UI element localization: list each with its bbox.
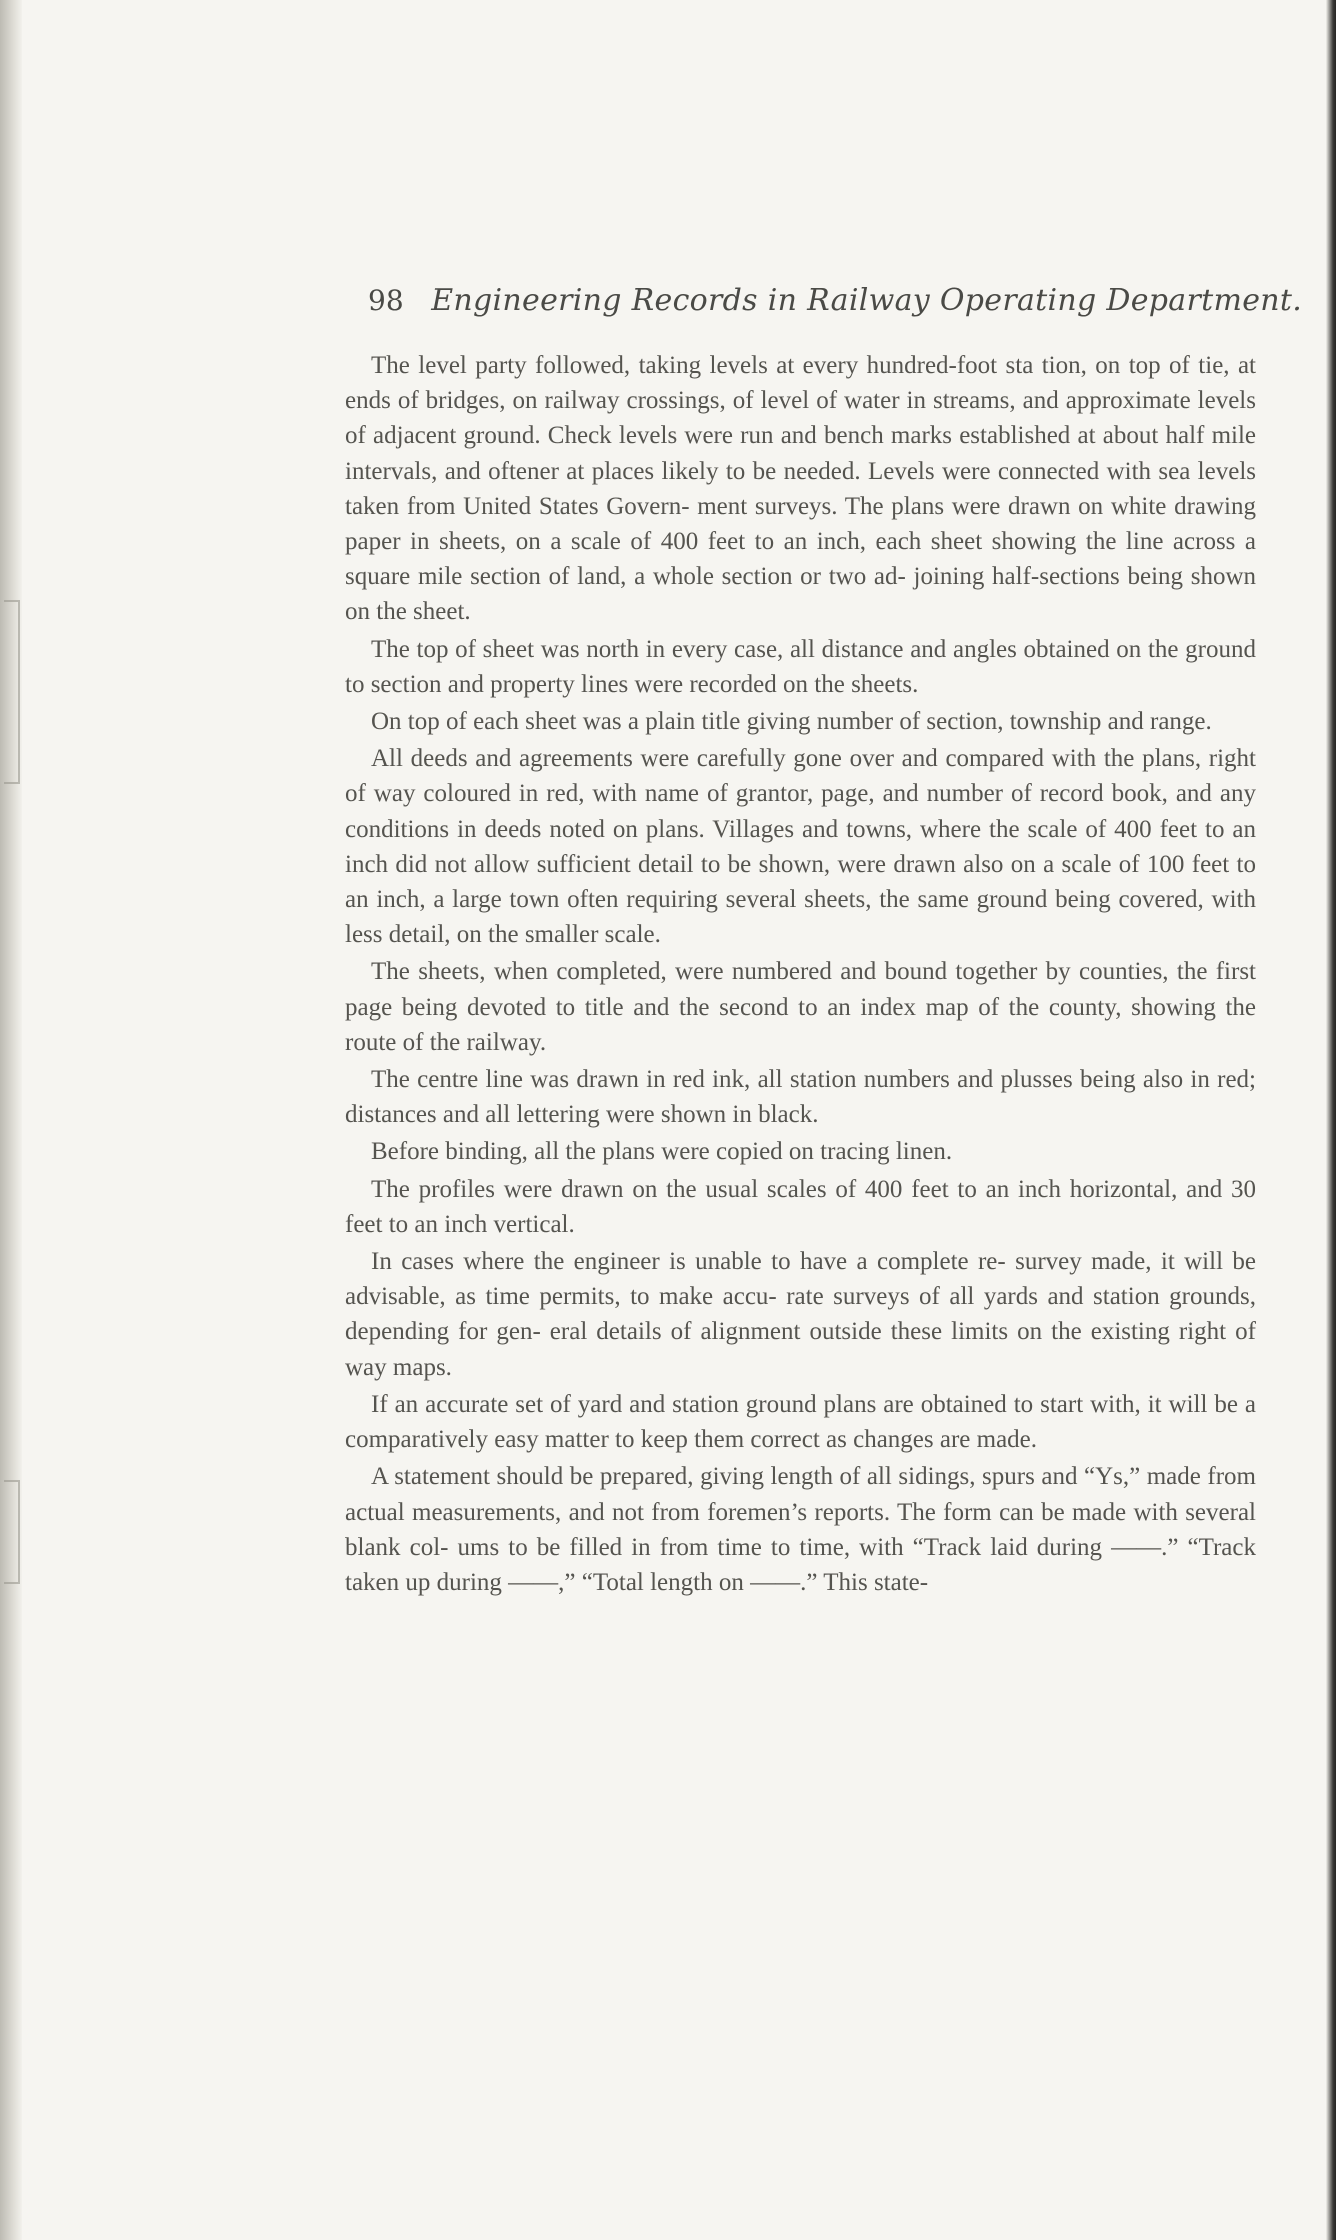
running-title: Engineering Records in Railway Operating Department. [431,283,1303,318]
paragraph: The centre line was drawn in red ink, all station numbers and plusses being also in red; distances and all lettering were shown in black. [345,1066,1256,1129]
binding-mark [4,1480,20,1584]
page-right-edge [1326,0,1336,2240]
paragraph: The profiles were drawn on the usual scales of 400 feet to an inch horizontal, and 30 feet to an inch vertical. [345,1175,1256,1238]
paragraph: The top of sheet was north in every case, all distance and angles obtained on the ground to section and property lines were recorded on the sheets. [345,635,1256,698]
paragraph: A statement should be prepared, giving length of all sidings, spurs and “Ys,” made from actual measurements, and not from foremen’s reports. The form can be made with several blank col- ums to be filled in from time to time, with “Track laid during ——.” “Track taken up during ——,” “Total length on ——.” This state- [345,1463,1256,1596]
binding-mark [4,600,20,784]
paragraph: In cases where the engineer is unable to have a complete re- survey made, it will be advisable, as time permits, to make accu- rate surveys of all yards and station grounds, depending for gen- eral details of alignment outside these limits on the existing right of way maps. [345,1248,1256,1381]
binding-edge [0,0,22,2240]
paragraph: Before binding, all the plans were copied on tracing linen. [371,1138,953,1166]
paragraph: The level party followed, taking levels at every hundred-foot sta tion, on top of tie, at ends of bridges, on railway crossings, of level of water in streams, and approximate levels of adjacent ground. Check levels were run and bench marks established at about half mile intervals, and oftener at places likely to be needed. Levels were connected with sea levels taken from United States Govern- ment surveys. The plans were drawn on white drawing paper in sheets, on a scale of 400 feet to an inch, each sheet showing the line across a square mile section of land, a whole section or two ad- joining half-sections being shown on the sheet. [345,352,1256,626]
paragraph: The sheets, when completed, were numbered and bound together by counties, the first page being devoted to title and the second to an index map of the county, showing the route of the railway. [345,958,1256,1056]
body-text [345,348,1256,1602]
page-header [368,283,1303,318]
paragraph: All deeds and agreements were carefully gone over and compared with the plans, right of way coloured in red, with name of grantor, page, and number of record book, and any conditions in deeds noted on plans. Villages and towns, where the scale of 400 feet to an inch did not allow sufficient detail to be shown, were drawn also on a scale of 100 feet to an inch, a large town often requiring several sheets, the same ground being covered, with less detail, on the smaller scale. [345,745,1256,949]
page-number: 98 [368,284,404,317]
paragraph: If an accurate set of yard and station ground plans are obtained to start with, it will be a comparatively easy matter to keep them correct as changes are made. [345,1390,1256,1454]
paragraph: On top of each sheet was a plain title giving number of section, township and range. [371,708,1212,736]
